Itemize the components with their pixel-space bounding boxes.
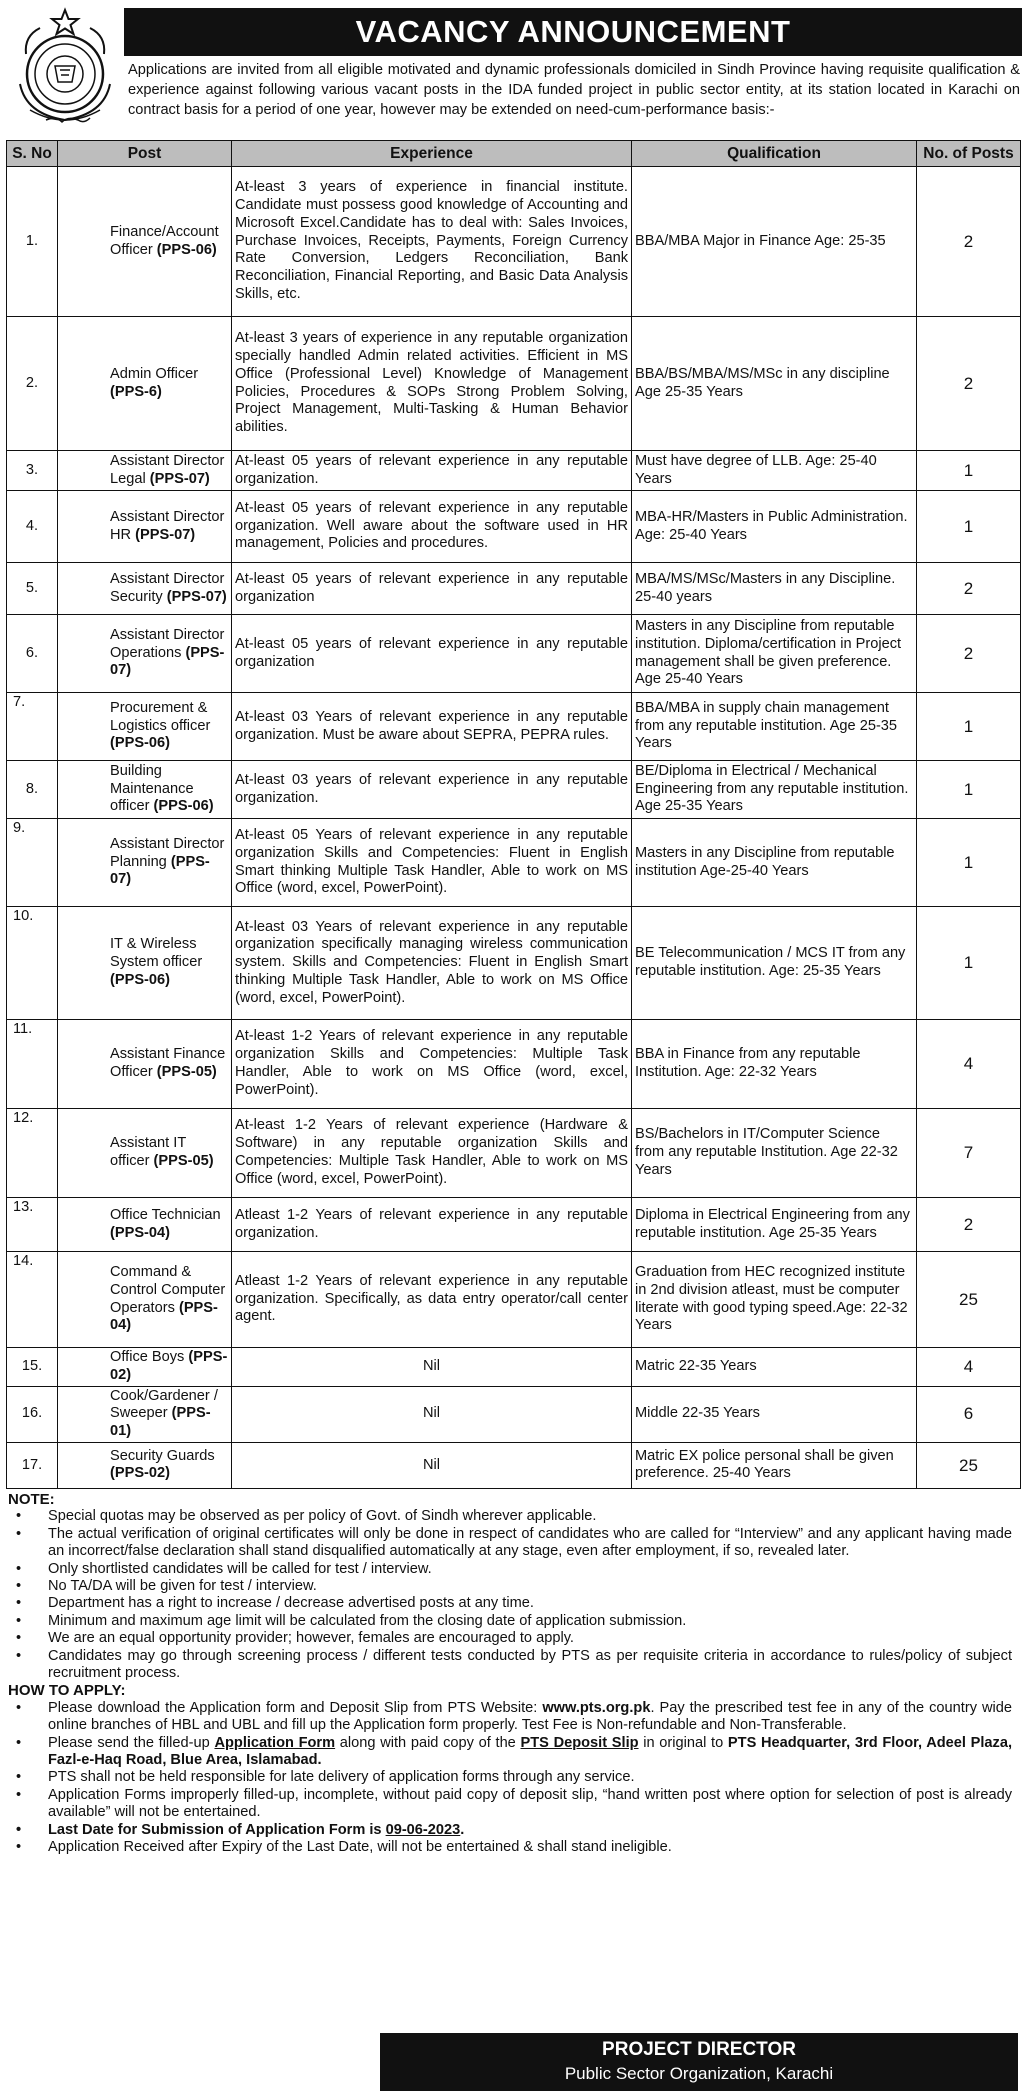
row-post — [58, 693, 232, 761]
qualification-text: MBA/MS/MSc/Masters in any Discipline. 25-40 years — [635, 570, 896, 605]
row-post — [58, 819, 232, 907]
table-row — [7, 1252, 1021, 1348]
post-title: Assistant IT officer — [110, 1135, 186, 1169]
row-post — [58, 907, 232, 1020]
table-row — [7, 819, 1021, 907]
row-experience: Nil — [232, 1386, 632, 1442]
row-no-of-posts: 1 — [917, 451, 1021, 491]
row-post — [58, 761, 232, 819]
row-experience: At-least 3 years of experience in financial institute. Candidate must possess good knowledge of Accounting and Microsoft Excel.Candidate has to deal with: Sales Invoices, Purchase Invoices, Receipts, Payments, Foreign Currency Rate Conversion, Ledgers Reconciliation, Bank Reconciliation, Financial Reporting, and Basic Data Analysis Skills, etc. — [232, 167, 632, 317]
row-qualification — [632, 1386, 917, 1442]
row-post — [58, 563, 232, 615]
qualification-text: Matric EX police personal shall be given preference. 25-40 Years — [635, 1447, 894, 1482]
table-row — [7, 491, 1021, 563]
organization-name: Public Sector Organization, Karachi — [564, 2064, 834, 2083]
apply-item: • Application Forms improperly filled-up, incomplete, without paid copy of deposit slip, “hand written post where option for selection of post is already available” will not be entertained. — [8, 1787, 1018, 1822]
row-qualification — [632, 1442, 917, 1488]
apply-item — [8, 1735, 1018, 1770]
row-experience: At-least 05 Years of relevant experience in any reputable organization Skills and Competencies: Fluent in English Smart thinking Multiple Task Handler, Able to work on MS Office (word, excel, PowerPoint). — [232, 819, 632, 907]
last-date-value: 09-06-2023 — [385, 1821, 461, 1838]
row-sno: 6. — [7, 615, 58, 693]
table-row — [7, 451, 1021, 491]
row-experience: At-least 03 Years of relevant experience in any reputable organization. Must be aware about SEPRA, PEPRA rules. — [232, 693, 632, 761]
row-sno: 2. — [7, 317, 58, 451]
row-no-of-posts: 4 — [917, 1020, 1021, 1109]
row-post — [58, 1442, 232, 1488]
post-grade: (PPS-06) — [110, 735, 171, 752]
row-post — [58, 1348, 232, 1387]
post-grade: (PPS-01) — [110, 1405, 211, 1440]
row-sno: 15. — [7, 1348, 58, 1387]
deposit-slip-label: PTS Deposit Slip — [520, 1734, 639, 1751]
apply-text: . Pay the prescribed test fee in any of the country wide online branches of HBL and UBL and fill up the Application form properly. Test Fee is Non-refundable and Non-Transferable. — [48, 1699, 1012, 1734]
post-grade: (PPS-02) — [110, 1465, 171, 1482]
apply-text: Please send the filled-up — [48, 1734, 215, 1751]
how-to-apply-heading: HOW TO APPLY: — [8, 1682, 126, 1700]
post-title: Command & Control Computer Operators — [110, 1263, 226, 1316]
apply-text: Please download the Application form and Deposit Slip from PTS Website: — [48, 1699, 543, 1716]
row-no-of-posts: 1 — [917, 819, 1021, 907]
post-title: Assistant Director HR — [110, 508, 225, 543]
qualification-text: BBA in Finance from any reputable Institution. Age: 22-32 Years — [635, 1046, 861, 1080]
apply-text: in original to — [638, 1734, 728, 1751]
row-sno: 11. — [7, 1020, 58, 1109]
row-qualification — [632, 907, 917, 1020]
post-title: Building Maintenance officer — [110, 762, 194, 815]
row-experience: Atleast 1-2 Years of relevant experience in any reputable organization. Specifically, as data entry operator/call center agent. — [232, 1252, 632, 1348]
apply-item — [8, 1700, 1018, 1735]
post-grade: (PPS-07) — [149, 470, 210, 487]
post-grade: (PPS-06) — [153, 798, 214, 815]
row-sno: 3. — [7, 451, 58, 491]
qualification-text: BBA/MBA in supply chain management from any reputable institution. Age 25-35 Years — [635, 699, 898, 752]
table-row — [7, 317, 1021, 451]
row-qualification — [632, 167, 917, 317]
note-item: • Minimum and maximum age limit will be calculated from the closing date of application submission. — [8, 1613, 1018, 1630]
note-item: • Candidates may go through screening process / different tests conducted by PTS as per requisite criteria in accordance to rules/policy of subject recruitment process. — [8, 1648, 1018, 1683]
post-grade: (PPS-07) — [110, 853, 210, 888]
row-post — [58, 1109, 232, 1198]
post-title: Assistant Director Security — [110, 570, 225, 605]
row-qualification — [632, 451, 917, 491]
qualification-text: BBA/MBA Major in Finance Age: 25-35 — [635, 232, 886, 249]
pts-website-link[interactable]: www.pts.org.pk — [542, 1699, 651, 1716]
row-sno: 12. — [7, 1109, 58, 1198]
row-qualification — [632, 1348, 917, 1387]
table-row — [7, 615, 1021, 693]
row-qualification — [632, 761, 917, 819]
row-post — [58, 1252, 232, 1348]
header-no-of-posts: No. of Posts — [917, 141, 1021, 167]
row-no-of-posts: 2 — [917, 563, 1021, 615]
row-post — [58, 451, 232, 491]
post-title: Assistant Director Legal — [110, 452, 225, 487]
row-post — [58, 1198, 232, 1252]
post-title: Admin Officer — [110, 365, 199, 382]
row-no-of-posts: 1 — [917, 907, 1021, 1020]
last-date-item — [8, 1822, 1018, 1839]
table-row — [7, 1198, 1021, 1252]
post-title: Assistant Director Planning — [110, 835, 225, 870]
qualification-text: MBA-HR/Masters in Public Administration. Age: 25-40 Years — [635, 508, 908, 543]
header — [4, 0, 1018, 140]
vacancy-table — [6, 140, 1021, 1489]
sindh-government-emblem-icon — [6, 6, 124, 132]
table-row — [7, 761, 1021, 819]
post-grade: (PPS-05) — [156, 1064, 217, 1080]
note-item: • Special quotas may be observed as per policy of Govt. of Sindh wherever applicable. — [8, 1508, 1018, 1525]
row-no-of-posts: 4 — [917, 1348, 1021, 1387]
row-experience: At-least 05 years of relevant experience in any reputable organization — [232, 615, 632, 693]
table-row — [7, 1109, 1021, 1198]
row-post — [58, 615, 232, 693]
post-grade: (PPS-04) — [110, 1224, 171, 1241]
apply-text: . — [460, 1821, 465, 1838]
row-sno: 10. — [7, 907, 58, 1020]
row-sno: 5. — [7, 563, 58, 615]
row-experience: At-least 3 years of experience in any reputable organization specially handled Admin related activities. Efficient in MS Office (Professional Level) Knowledge of Management Policies, Procedures & SOPs Strong Problem Solving, Project Management, Multi-Tasking & Human Behavior abilities. — [232, 317, 632, 451]
table-row — [7, 907, 1021, 1020]
row-experience: At-least 03 years of relevant experience in any reputable organization. — [232, 761, 632, 819]
row-qualification — [632, 1252, 917, 1348]
post-title: Procurement & Logistics officer — [110, 699, 211, 734]
notes-section — [8, 1491, 1018, 1857]
qualification-text: BS/Bachelors in IT/Computer Science from any reputable Institution. Age 22-32 Years — [635, 1126, 898, 1178]
row-sno: 14. — [7, 1252, 58, 1348]
post-grade: (PPS-06) — [156, 241, 217, 258]
header-post: Post — [58, 141, 232, 167]
apply-item: • PTS shall not be held responsible for late delivery of application forms through any service. — [8, 1769, 1018, 1786]
row-qualification — [632, 491, 917, 563]
row-qualification — [632, 1109, 917, 1198]
row-post — [58, 317, 232, 451]
row-experience: At-least 1-2 Years of relevant experience (Hardware & Software) in any reputable organization Skills and Competencies: Multiple Task Handler, Able to work on MS Office (word, excel, PowerPoint). — [232, 1109, 632, 1198]
table-row — [7, 1386, 1021, 1442]
note-item: • Only shortlisted candidates will be called for test / interview. — [8, 1561, 1018, 1578]
post-grade: (PPS-6) — [110, 383, 162, 400]
post-title: Office Boys — [110, 1349, 185, 1365]
qualification-text: Diploma in Electrical Engineering from any reputable institution. Age 25-35 Years — [635, 1206, 910, 1241]
post-grade: (PPS-07) — [135, 526, 196, 543]
qualification-text: BE Telecommunication / MCS IT from any reputable institution. Age: 25-35 Years — [635, 945, 906, 979]
row-post — [58, 1020, 232, 1109]
post-title: IT & Wireless System officer — [110, 936, 203, 971]
note-item: • Department has a right to increase / decrease advertised posts at any time. — [8, 1595, 1018, 1612]
row-sno: 4. — [7, 491, 58, 563]
row-no-of-posts: 1 — [917, 491, 1021, 563]
row-experience: At-least 1-2 Years of relevant experience in any reputable organization Skills and Competencies: Multiple Task Handler, Able to work on MS Office (word, excel, PowerPoint). — [232, 1020, 632, 1109]
row-experience: At-least 05 years of relevant experience in any reputable organization. — [232, 451, 632, 491]
table-header-row — [7, 141, 1021, 167]
row-no-of-posts: 25 — [917, 1252, 1021, 1348]
row-qualification — [632, 693, 917, 761]
row-no-of-posts: 7 — [917, 1109, 1021, 1198]
row-qualification — [632, 563, 917, 615]
row-no-of-posts: 2 — [917, 167, 1021, 317]
row-sno: 8. — [7, 761, 58, 819]
header-sno: S. No — [7, 141, 58, 167]
qualification-text: Must have degree of LLB. Age: 25-40 Years — [635, 452, 877, 487]
row-no-of-posts: 2 — [917, 615, 1021, 693]
row-qualification — [632, 615, 917, 693]
note-item: • We are an equal opportunity provider; however, females are encouraged to apply. — [8, 1630, 1018, 1647]
post-title: Assistant Director Operations — [110, 626, 225, 661]
row-qualification — [632, 1198, 917, 1252]
row-qualification — [632, 819, 917, 907]
qualification-text: Graduation from HEC recognized institute in 2nd division atleast, must be computer literate with good typing speed.Age: 22-32 Years — [635, 1263, 908, 1334]
table-row — [7, 1348, 1021, 1387]
row-experience: Nil — [232, 1348, 632, 1387]
post-title: Finance/Account Officer — [110, 223, 219, 258]
post-title: Assistant Finance Officer — [110, 1046, 226, 1080]
notes-list — [8, 1508, 1018, 1682]
row-no-of-posts: 25 — [917, 1442, 1021, 1488]
post-title: Security Guards — [110, 1447, 215, 1464]
row-sno: 16. — [7, 1386, 58, 1442]
row-no-of-posts: 1 — [917, 761, 1021, 819]
qualification-text: BBA/BS/MBA/MS/MSc in any discipline Age 25-35 Years — [635, 365, 890, 400]
row-no-of-posts: 1 — [917, 693, 1021, 761]
post-grade: (PPS-06) — [110, 971, 171, 988]
row-post — [58, 491, 232, 563]
header-qualification: Qualification — [632, 141, 917, 167]
pts-address: PTS Headquarter, 3rd Floor, Adeel Plaza, Fazl-e-Haq Road, Blue Area, Islamabad. — [48, 1734, 1013, 1769]
row-experience: Atleast 1-2 Years of relevant experience in any reputable organization. — [232, 1198, 632, 1252]
row-sno: 9. — [7, 819, 58, 907]
post-grade: (PPS-07) — [110, 644, 225, 679]
post-grade: (PPS-04) — [110, 1299, 218, 1334]
row-qualification — [632, 1020, 917, 1109]
row-sno: 1. — [7, 167, 58, 317]
row-no-of-posts: 2 — [917, 317, 1021, 451]
apply-item: • Application Received after Expiry of the Last Date, will not be entertained & shall stand ineligible. — [8, 1839, 1018, 1856]
intro-paragraph: Applications are invited from all eligible motivated and dynamic professionals domiciled in Sindh Province having requisite qualification & experience against following various vacant posts in the IDA funded project in public sector entity, at its station located in Karachi on contract basis for a period of one year, however may be extended on need-cum-performance basis:- — [128, 62, 1020, 118]
qualification-text: Masters in any Discipline from reputable institution Age-25-40 Years — [635, 844, 895, 879]
row-no-of-posts: 6 — [917, 1386, 1021, 1442]
qualification-text: Matric 22-35 Years — [635, 1357, 757, 1374]
note-item: • The actual verification of original certificates will only be done in respect of candidates who are called for “Interview” and any applicant having made an incorrect/false declaration shall stand disqualified automatically at any stage, even after employment, if so, revealed later. — [8, 1526, 1018, 1561]
qualification-text: Middle 22-35 Years — [635, 1405, 760, 1422]
row-experience: At-least 05 years of relevant experience in any reputable organization — [232, 563, 632, 615]
row-experience: Nil — [232, 1442, 632, 1488]
row-post — [58, 1386, 232, 1442]
table-body — [7, 167, 1021, 1489]
qualification-text: Masters in any Discipline from reputable institution. Diploma/certification in Project management shall be given preference. Age 25-40 Years — [635, 617, 902, 688]
qualification-text: BE/Diploma in Electrical / Mechanical Engineering from any reputable institution. Age 25-35 Years — [635, 762, 909, 815]
project-director-title: PROJECT DIRECTOR — [602, 2039, 796, 2060]
last-date-label: Last Date for Submission of Application Form is — [48, 1821, 386, 1838]
note-item: • No TA/DA will be given for test / interview. — [8, 1578, 1018, 1595]
page-title: VACANCY ANNOUNCEMENT — [124, 8, 1022, 56]
notes-heading: NOTE: — [8, 1490, 55, 1508]
row-sno: 7. — [7, 693, 58, 761]
post-grade: (PPS-05) — [153, 1153, 214, 1169]
post-title: Cook/Gardener / Sweeper — [110, 1387, 218, 1422]
header-experience: Experience — [232, 141, 632, 167]
row-experience: At-least 03 Years of relevant experience in any reputable organization specifically managing wireless communication system. Skills and Competencies: Fluent in English Smart thinking Multiple Task Handler, Able to work on MS Office (word, excel, PowerPoint). — [232, 907, 632, 1020]
table-row — [7, 1020, 1021, 1109]
row-sno: 17. — [7, 1442, 58, 1488]
table-row — [7, 563, 1021, 615]
row-experience: At-least 05 years of relevant experience in any reputable organization. Well aware about the software used in HR management, Policies and procedures. — [232, 491, 632, 563]
apply-text: along with paid copy of the — [335, 1734, 521, 1751]
post-grade: (PPS-07) — [166, 588, 227, 605]
application-form-label: Application Form — [214, 1734, 336, 1751]
table-row — [7, 1442, 1021, 1488]
row-post — [58, 167, 232, 317]
signature-block — [380, 2033, 1018, 2091]
post-grade: (PPS-02) — [110, 1349, 228, 1383]
table-row — [7, 167, 1021, 317]
row-no-of-posts: 2 — [917, 1198, 1021, 1252]
post-title: Office Technician — [110, 1206, 221, 1223]
row-qualification — [632, 317, 917, 451]
row-sno: 13. — [7, 1198, 58, 1252]
table-row — [7, 693, 1021, 761]
